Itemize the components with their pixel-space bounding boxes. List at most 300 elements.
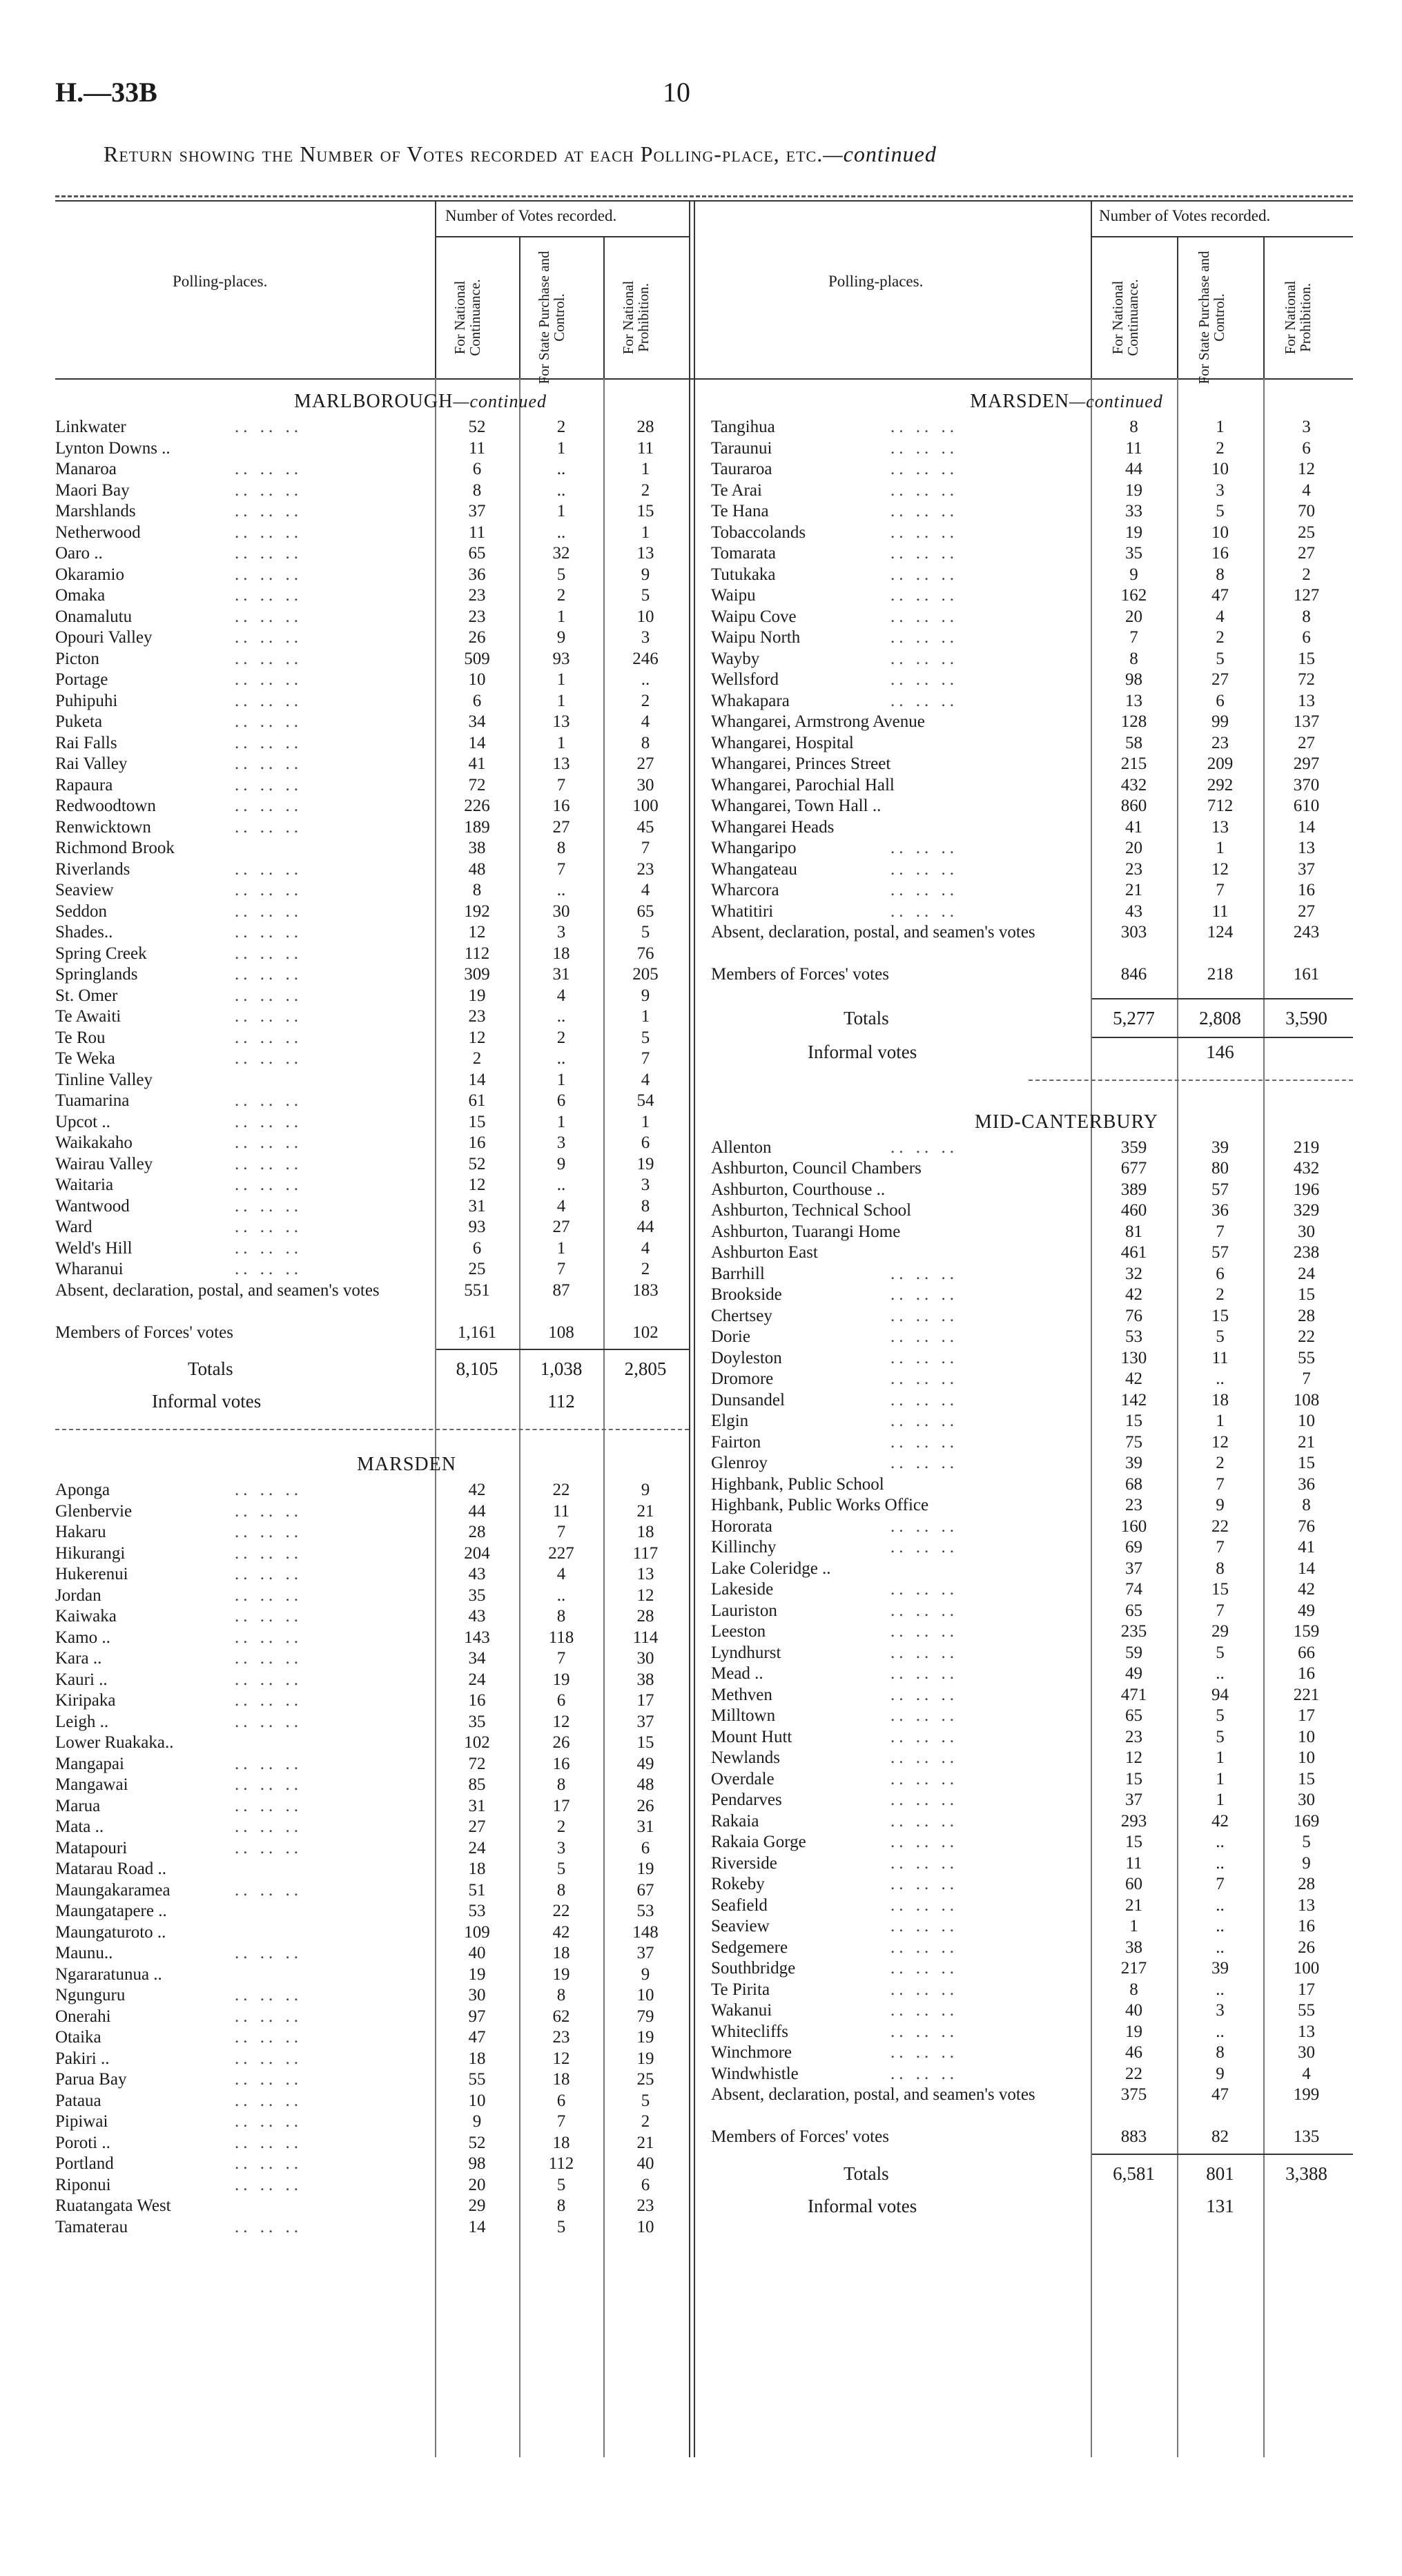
- leader-dots: .. .. ..: [235, 2007, 302, 2026]
- value-cell: 47: [1211, 2085, 1229, 2104]
- polling-place-name: Poroti ..: [55, 2133, 110, 2152]
- vote-count-cell: 117: [632, 1543, 659, 1563]
- leader-dots: .. .. ..: [235, 2112, 302, 2131]
- vote-count-cell: 34: [468, 1649, 486, 1668]
- table-row: [711, 1663, 1353, 1685]
- vote-count-cell: 2: [641, 691, 650, 710]
- vote-count-cell: 22: [552, 1902, 570, 1920]
- polling-place-name: Mead ..: [711, 1664, 763, 1683]
- marsden-totals-row: [844, 998, 1353, 1038]
- vote-count-cell: 137: [1293, 712, 1320, 731]
- polling-place-name: Whangaripo: [711, 839, 797, 857]
- vote-count-cell: 8: [1302, 607, 1311, 626]
- vote-count-cell: 23: [1125, 1496, 1142, 1514]
- leader-dots: .. .. ..: [235, 2091, 302, 2110]
- table-row: [711, 1832, 1353, 1853]
- left-col-state-purchase: For State Purchase and Control.: [536, 251, 567, 384]
- polling-place-name: Portland: [55, 2154, 114, 2173]
- vote-count-cell: 16: [1298, 881, 1315, 899]
- vote-count-cell: 57: [1211, 1243, 1229, 1262]
- polling-place-name: Doyleston: [711, 1348, 782, 1367]
- polling-place-name: Waipu North: [711, 628, 801, 647]
- vote-count-cell: 80: [1211, 1159, 1229, 1178]
- vote-count-cell: 11: [1125, 1853, 1142, 1873]
- vote-count-cell: 5: [641, 586, 650, 605]
- marlborough-rows: [55, 417, 689, 1280]
- vote-count-cell: 36: [1298, 1474, 1315, 1494]
- leader-dots: .. .. ..: [890, 1811, 958, 1831]
- table-row: [711, 1474, 1353, 1496]
- leader-dots: .. .. ..: [890, 1264, 958, 1283]
- vote-count-cell: 19: [552, 1670, 570, 1689]
- vote-count-cell: 72: [468, 775, 486, 794]
- polling-place-name: Tuamarina: [55, 1091, 130, 1110]
- marsden-cont-continued: —continued: [1069, 391, 1163, 411]
- vote-count-cell: 8: [1216, 2043, 1225, 2062]
- vote-count-cell: 17: [1298, 1706, 1315, 1725]
- polling-place-name: Southbridge: [711, 1959, 796, 1978]
- vote-count-cell: 94: [1211, 1685, 1229, 1704]
- vote-count-cell: 9: [1216, 2064, 1225, 2083]
- title-continued: —continued: [823, 142, 937, 166]
- vote-count-cell: 51: [468, 1880, 486, 1900]
- table-row: [55, 796, 689, 817]
- polling-place-name: Waitaria: [55, 1175, 114, 1194]
- vote-count-cell: 41: [468, 754, 486, 773]
- vote-count-cell: 6: [1302, 438, 1311, 458]
- table-row: [55, 1922, 689, 1944]
- vote-count-cell: 38: [1125, 1938, 1142, 1957]
- polling-place-name: Chertsey: [711, 1306, 772, 1325]
- vote-count-cell: 33: [1125, 502, 1142, 520]
- polling-place-name: Kiripaka: [55, 1691, 116, 1710]
- vote-count-cell: 1: [556, 438, 566, 458]
- table-row: [55, 1964, 689, 1986]
- midcanterbury-totals-row: [844, 2154, 1353, 2192]
- leader-dots: .. .. ..: [890, 586, 958, 605]
- vote-count-cell: 4: [641, 1070, 650, 1089]
- vote-count-cell: 44: [1125, 460, 1142, 478]
- vote-count-cell: 79: [636, 2007, 654, 2026]
- leader-dots: .. .. ..: [235, 1986, 302, 2004]
- vote-count-cell: 108: [1293, 1390, 1320, 1409]
- polling-place-name: Hikurangi: [55, 1543, 126, 1563]
- absent-label: Absent, declaration, postal, and seamen's votes: [711, 923, 1035, 941]
- vote-count-cell: ..: [1216, 1664, 1225, 1683]
- marsden-rows: [55, 1480, 689, 2238]
- table-row: [55, 922, 689, 944]
- vote-count-cell: 14: [468, 1070, 486, 1089]
- table-row: [711, 1242, 1353, 1264]
- vote-count-cell: 8: [641, 1196, 650, 1216]
- table-row: [55, 585, 689, 607]
- polling-place-name: Whangateau: [711, 859, 797, 879]
- vote-count-cell: 3: [556, 923, 566, 941]
- table-row: [55, 501, 689, 523]
- vote-count-cell: ..: [1216, 2022, 1225, 2041]
- leader-dots: .. .. ..: [235, 418, 302, 436]
- title-divider: [55, 195, 1353, 197]
- vote-count-cell: 246: [632, 649, 659, 668]
- polling-place-name: Ruatangata West: [55, 2196, 171, 2215]
- vote-count-cell: 62: [552, 2007, 570, 2026]
- left-table: [55, 387, 689, 2238]
- vote-count-cell: 148: [632, 1922, 659, 1942]
- informal-value: 131: [1206, 2195, 1234, 2216]
- polling-place-name: Picton: [55, 649, 99, 668]
- table-row: [711, 1138, 1353, 1159]
- total-value: 2,805: [624, 1358, 667, 1379]
- vote-count-cell: 15: [1211, 1306, 1229, 1325]
- table-row: [55, 944, 689, 965]
- polling-place-name: Elgin: [711, 1412, 749, 1430]
- table-row: [55, 2007, 689, 2028]
- vote-count-cell: 37: [1125, 1559, 1142, 1578]
- leader-dots: .. .. ..: [235, 2049, 302, 2068]
- table-row: [711, 417, 1353, 438]
- total-value: 3,590: [1285, 1007, 1327, 1028]
- vote-count-cell: 1: [1216, 1769, 1225, 1788]
- vote-count-cell: 39: [1211, 1138, 1229, 1157]
- vote-count-cell: 293: [1120, 1811, 1147, 1831]
- value-cell: 303: [1120, 923, 1147, 941]
- polling-place-name: Netherwood: [55, 523, 141, 542]
- polling-place-name: Hakaru: [55, 1523, 106, 1541]
- vote-count-cell: 31: [552, 965, 570, 984]
- polling-place-name: Onerahi: [55, 2007, 111, 2026]
- leader-dots: .. .. ..: [235, 1501, 302, 1521]
- informal-value: 146: [1206, 1041, 1234, 1062]
- polling-place-name: Opouri Valley: [55, 628, 153, 647]
- leader-dots: .. .. ..: [235, 1607, 302, 1626]
- vote-count-cell: 4: [556, 1196, 566, 1216]
- vote-count-cell: 39: [1211, 1959, 1229, 1978]
- vote-count-cell: ..: [556, 523, 566, 542]
- polling-place-name: St. Omer: [55, 986, 118, 1005]
- polling-place-name: Fairton: [711, 1432, 761, 1452]
- leader-dots: .. .. ..: [890, 1516, 958, 1536]
- vote-count-cell: 15: [1298, 1285, 1315, 1304]
- polling-place-name: Onamalutu: [55, 607, 133, 626]
- table-row: [711, 1790, 1353, 1811]
- marsden-informal-row: [711, 1038, 1353, 1066]
- vote-count-cell: 20: [1125, 839, 1142, 857]
- vote-count-cell: 1: [1216, 1412, 1225, 1430]
- vote-count-cell: 49: [636, 1754, 654, 1773]
- leader-dots: .. .. ..: [890, 691, 958, 710]
- left-number-of-votes-header: Number of Votes recorded.: [445, 207, 617, 224]
- leader-dots: .. .. ..: [235, 480, 302, 500]
- vote-count-cell: 21: [1125, 1895, 1142, 1915]
- leader-dots: .. .. ..: [890, 1727, 958, 1746]
- vote-count-cell: 30: [1298, 1222, 1315, 1241]
- vote-count-cell: 1: [641, 460, 650, 478]
- leader-dots: .. .. ..: [890, 628, 958, 647]
- vote-count-cell: 35: [1125, 544, 1142, 563]
- vote-count-cell: 7: [1216, 1601, 1225, 1620]
- vote-count-cell: 5: [641, 1028, 650, 1047]
- vote-count-cell: 5: [1216, 1706, 1225, 1725]
- vote-count-cell: 44: [636, 1218, 654, 1236]
- table-row: [55, 1112, 689, 1133]
- table-row: [711, 733, 1353, 754]
- leader-dots: .. .. ..: [890, 1538, 958, 1557]
- vote-count-cell: 7: [556, 1649, 566, 1668]
- polling-place-name: Ashburton, Council Chambers: [711, 1159, 922, 1178]
- leader-dots: .. .. ..: [235, 2133, 302, 2152]
- vote-count-cell: 204: [464, 1543, 490, 1563]
- marsden-cont-section-title: [711, 387, 1353, 417]
- vote-count-cell: 215: [1120, 754, 1147, 773]
- vote-count-cell: 32: [1125, 1264, 1142, 1283]
- polling-place-name: Omaka: [55, 586, 106, 605]
- vote-count-cell: 5: [1216, 1727, 1225, 1746]
- table-row: [55, 2027, 689, 2049]
- vote-count-cell: 15: [636, 1733, 654, 1752]
- vote-count-cell: 16: [1298, 1917, 1315, 1935]
- table-row: [55, 2111, 689, 2133]
- vote-count-cell: 35: [468, 1585, 486, 1605]
- polling-place-name: Rai Falls: [55, 733, 117, 752]
- vote-count-cell: 13: [1125, 691, 1142, 710]
- vote-count-cell: 30: [552, 901, 570, 921]
- vote-count-cell: 11: [552, 1501, 570, 1521]
- table-row: [711, 2022, 1353, 2043]
- leader-dots: .. .. ..: [235, 1238, 302, 1258]
- vote-count-cell: 97: [468, 2007, 486, 2026]
- center-column-rule-2: [694, 200, 695, 2457]
- polling-place-name: Pakiri ..: [55, 2049, 110, 2068]
- polling-place-name: Mangawai: [55, 1775, 128, 1794]
- leader-dots: .. .. ..: [235, 1196, 302, 1216]
- polling-place-name: Maori Bay: [55, 480, 130, 500]
- polling-place-name: Pataua: [55, 2091, 101, 2110]
- table-row: [711, 2064, 1353, 2085]
- vote-count-cell: 11: [636, 438, 654, 458]
- polling-place-name: Kaiwaka: [55, 1607, 117, 1626]
- table-row: [55, 1028, 689, 1049]
- vote-count-cell: 7: [641, 1049, 650, 1068]
- vote-count-cell: ..: [1216, 1917, 1225, 1935]
- table-row: [55, 964, 689, 986]
- vote-count-cell: 2: [641, 1260, 650, 1278]
- vote-count-cell: 31: [468, 1196, 486, 1216]
- vote-count-cell: 29: [468, 2196, 486, 2215]
- table-row: [55, 1543, 689, 1565]
- right-header-divider: [1091, 200, 1092, 380]
- total-value: 5,277: [1113, 1007, 1155, 1028]
- leader-dots: .. .. ..: [890, 523, 958, 542]
- table-row: [711, 501, 1353, 523]
- polling-place-name: Maunu..: [55, 1944, 113, 1962]
- section-separator: [55, 1415, 689, 1443]
- vote-count-cell: 65: [636, 901, 654, 921]
- table-row: [55, 817, 689, 839]
- vote-count-cell: 48: [636, 1775, 654, 1794]
- table-row: [711, 1453, 1353, 1474]
- table-row: [711, 1579, 1353, 1601]
- vote-count-cell: 6: [556, 1691, 566, 1710]
- value-cell: 375: [1120, 2085, 1147, 2104]
- vote-count-cell: 43: [468, 1607, 486, 1626]
- polling-place-name: Te Hana: [711, 502, 769, 520]
- leader-dots: .. .. ..: [235, 1670, 302, 1689]
- vote-count-cell: 130: [1120, 1348, 1147, 1367]
- polling-place-name: Wakanui: [711, 2001, 772, 2020]
- polling-place-name: Maungatapere ..: [55, 1902, 167, 1920]
- vote-count-cell: 65: [468, 544, 486, 563]
- vote-count-cell: 17: [552, 1796, 570, 1815]
- table-row: [55, 712, 689, 733]
- table-row: [55, 1259, 689, 1280]
- leader-dots: .. .. ..: [235, 754, 302, 773]
- leader-dots: .. .. ..: [890, 670, 958, 689]
- vote-count-cell: 4: [641, 1238, 650, 1258]
- vote-count-cell: 42: [1298, 1580, 1315, 1599]
- polling-place-name: Newlands: [711, 1748, 780, 1767]
- total-value: 801: [1206, 2163, 1234, 2184]
- vote-count-cell: 11: [468, 523, 486, 542]
- table-row: [55, 775, 689, 797]
- table-row: [55, 2196, 689, 2217]
- vote-count-cell: 13: [1211, 817, 1229, 837]
- table-row: [55, 1070, 689, 1091]
- vote-count-cell: 41: [1298, 1538, 1315, 1557]
- polling-place-name: Brookside: [711, 1285, 782, 1304]
- vote-count-cell: 1: [556, 733, 566, 752]
- value-cell: 183: [632, 1280, 659, 1300]
- vote-count-cell: 712: [1207, 797, 1234, 815]
- vote-count-cell: 18: [468, 1860, 486, 1878]
- vote-count-cell: 4: [556, 1565, 566, 1583]
- table-row: [55, 2091, 689, 2112]
- left-col-divider-2: [603, 236, 605, 378]
- vote-count-cell: 12: [1211, 859, 1229, 879]
- vote-count-cell: 112: [464, 944, 490, 963]
- polling-place-name: Jordan: [55, 1585, 101, 1605]
- vote-count-cell: 10: [1298, 1412, 1315, 1430]
- vote-count-cell: 37: [468, 502, 486, 520]
- vote-count-cell: 9: [641, 1481, 650, 1499]
- polling-place-name: Tobaccolands: [711, 523, 806, 542]
- vote-count-cell: 6: [1302, 628, 1311, 647]
- polling-place-name: Ashburton, Tuarangi Home: [711, 1222, 901, 1241]
- table-row: [711, 1327, 1353, 1348]
- page-number: 10: [663, 77, 690, 108]
- vote-count-cell: 26: [1298, 1938, 1315, 1957]
- vote-count-cell: 25: [468, 1260, 486, 1278]
- table-row: [55, 1217, 689, 1238]
- vote-count-cell: 16: [552, 797, 570, 815]
- vote-count-cell: ..: [556, 480, 566, 500]
- vote-count-cell: 205: [632, 965, 659, 984]
- vote-count-cell: 118: [548, 1628, 574, 1647]
- vote-count-cell: 189: [464, 817, 490, 837]
- table-row: [711, 627, 1353, 649]
- leader-dots: .. .. ..: [235, 628, 302, 647]
- vote-count-cell: 7: [641, 839, 650, 857]
- table-row: [55, 1480, 689, 1501]
- vote-count-cell: 100: [632, 797, 659, 815]
- table-row: [711, 1895, 1353, 1917]
- leader-dots: .. .. ..: [890, 859, 958, 879]
- vote-count-cell: 10: [1298, 1727, 1315, 1746]
- vote-count-cell: 1: [556, 670, 566, 689]
- vote-count-cell: 5: [1216, 502, 1225, 520]
- vote-count-cell: 21: [636, 2133, 654, 2152]
- vote-count-cell: ..: [1216, 1895, 1225, 1915]
- vote-count-cell: 19: [636, 2028, 654, 2047]
- table-row: [55, 1670, 689, 1691]
- vote-count-cell: 11: [1211, 1348, 1229, 1367]
- vote-count-cell: 1: [556, 1112, 566, 1131]
- vote-count-cell: 67: [636, 1880, 654, 1900]
- leader-dots: .. .. ..: [235, 2217, 302, 2236]
- vote-count-cell: 9: [641, 565, 650, 584]
- vote-count-cell: 25: [636, 2070, 654, 2089]
- midcanterbury-absent-row: [711, 2085, 1353, 2127]
- polling-place-name: Waipu Cove: [711, 607, 797, 626]
- vote-count-cell: 81: [1125, 1222, 1142, 1241]
- leader-dots: .. .. ..: [890, 1685, 958, 1704]
- right-table: [711, 387, 1353, 2220]
- leader-dots: .. .. ..: [890, 901, 958, 921]
- vote-count-cell: 75: [1125, 1432, 1142, 1452]
- table-row: [711, 1559, 1353, 1580]
- totals-label: Totals: [188, 1358, 233, 1379]
- vote-count-cell: 23: [636, 2196, 654, 2215]
- table-row: [711, 880, 1353, 901]
- table-row: [711, 775, 1353, 797]
- table-row: [711, 1958, 1353, 1980]
- table-row: [711, 1727, 1353, 1748]
- vote-count-cell: 15: [1125, 1769, 1142, 1788]
- leader-dots: .. .. ..: [235, 1028, 302, 1047]
- vote-count-cell: 18: [552, 944, 570, 963]
- leader-dots: .. .. ..: [890, 565, 958, 584]
- vote-count-cell: 60: [1125, 1875, 1142, 1893]
- vote-count-cell: 39: [1125, 1454, 1142, 1472]
- leader-dots: .. .. ..: [235, 986, 302, 1005]
- vote-count-cell: 370: [1293, 775, 1320, 794]
- vote-count-cell: 19: [636, 1860, 654, 1878]
- vote-count-cell: 677: [1120, 1159, 1147, 1178]
- vote-count-cell: 15: [636, 502, 654, 520]
- vote-count-cell: 12: [636, 1585, 654, 1605]
- polling-place-name: Rakaia: [711, 1811, 759, 1831]
- table-row: [711, 1158, 1353, 1180]
- forces-label: Members of Forces' votes: [711, 2127, 889, 2146]
- leader-dots: .. .. ..: [890, 1348, 958, 1367]
- vote-count-cell: 196: [1293, 1180, 1320, 1199]
- polling-place-name: Seaview: [711, 1917, 770, 1935]
- vote-count-cell: 27: [468, 1817, 486, 1836]
- vote-count-cell: 169: [1293, 1811, 1320, 1831]
- vote-count-cell: 3: [1216, 2001, 1225, 2020]
- leader-dots: .. .. ..: [235, 2175, 302, 2194]
- vote-count-cell: 6: [1216, 691, 1225, 710]
- value-cell: 102: [632, 1323, 659, 1342]
- vote-count-cell: 8: [1216, 1559, 1225, 1578]
- vote-count-cell: 14: [1298, 817, 1315, 837]
- polling-place-name: Wairau Valley: [55, 1154, 153, 1173]
- polling-place-name: Maungaturoto ..: [55, 1922, 166, 1942]
- vote-count-cell: 1: [641, 523, 650, 542]
- vote-count-cell: 9: [472, 2112, 482, 2131]
- vote-count-cell: 21: [1125, 881, 1142, 899]
- polling-place-name: Te Rou: [55, 1028, 106, 1047]
- leader-dots: .. .. ..: [235, 1880, 302, 1900]
